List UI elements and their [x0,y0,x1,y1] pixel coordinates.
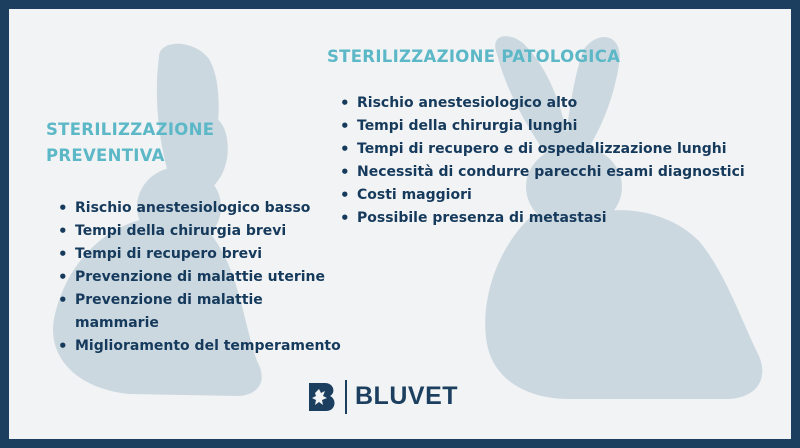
bluvet-logo [299,377,469,417]
list-item: • Rischio anestesiologico basso [58,197,343,220]
heading-preventiva-line2: PREVENTIVA [46,146,165,165]
list-item: • Rischio anestesiologico alto [340,92,785,115]
list-item: • Possibile presenza di metastasi [340,207,785,230]
bluvet-logo-icon [305,379,339,415]
logo-text-vet: VET [407,382,459,410]
list-item: • Tempi di recupero e di ospedalizzazione lunghi [340,138,785,161]
list-item: • Miglioramento del temperamento [58,335,343,358]
list-item: • Tempi della chirurgia lunghi [340,115,785,138]
list-item: • Necessità di condurre parecchi esami diagnostici [340,161,785,184]
preventiva-list [58,197,343,358]
list-item: • Prevenzione di malattie uterine [58,266,343,289]
logo-text [355,382,458,411]
heading-patologica: STERILIZZAZIONE PATOLOGICA [327,47,621,66]
list-item: • Tempi della chirurgia brevi [58,220,343,243]
list-item: • Tempi di recupero brevi [58,243,343,266]
heading-preventiva [46,117,286,169]
list-item: • Costi maggiori [340,184,785,207]
heading-preventiva-line1: STERILIZZAZIONE [46,120,215,139]
logo-divider [345,380,347,414]
list-item: • Prevenzione di malattie mammarie [58,289,343,335]
patologica-list [340,92,785,230]
logo-text-blu: BLU [355,382,408,410]
